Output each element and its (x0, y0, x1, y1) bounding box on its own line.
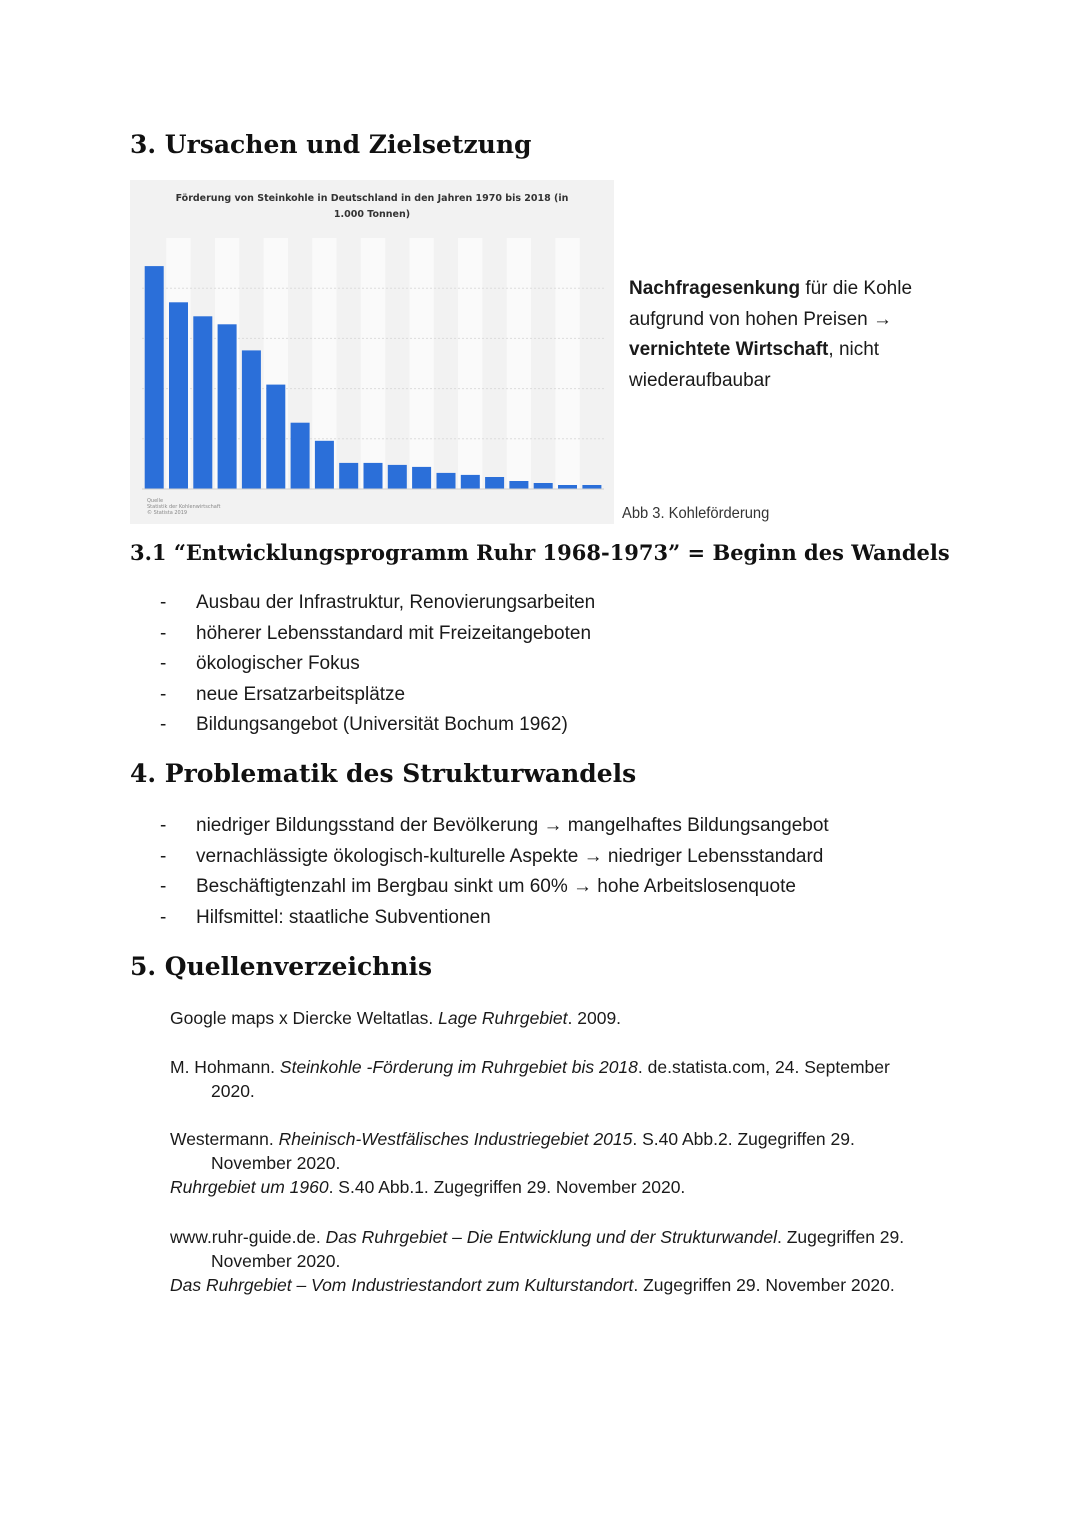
list-item (160, 588, 595, 619)
chart-bar (558, 485, 577, 489)
reference-title: Das Ruhrgebiet – Die Entwicklung und der Strukturwandel (325, 1227, 777, 1247)
reference-text: www.ruhr-guide.de. (170, 1227, 326, 1247)
section-4-heading: 4. Problematik des Strukturwandels (130, 759, 637, 788)
reference-title: Steinkohle -Förderung im Ruhrgebiet bis 2018 (279, 1057, 638, 1077)
list-item (160, 842, 829, 873)
chart-svg (130, 180, 614, 524)
reference-text: Westermann. (170, 1129, 279, 1149)
chart-column-band (361, 238, 385, 489)
chart-source-line: Statistik der Kohlenwirtschaft (147, 504, 221, 510)
side-note-text-2: , nicht wiederaufbaubar (629, 339, 880, 391)
chart-bar (509, 481, 528, 489)
coal-production-chart (130, 180, 614, 524)
chart-column-band (458, 238, 482, 489)
chart-bar (388, 465, 407, 489)
chart-bar (242, 350, 261, 489)
reference-title: Rheinisch-Westfälisches Industriegebiet 2015 (278, 1129, 633, 1149)
chart-bar (339, 463, 358, 489)
chart-bar (169, 302, 188, 489)
chart-bar (315, 441, 334, 489)
list-dash: - (160, 876, 167, 897)
chart-bar (461, 475, 480, 489)
chart-bar (218, 324, 237, 489)
reference-text: M. Hohmann. (170, 1057, 280, 1077)
section-3-1-heading: 3.1 “Entwicklungsprogramm Ruhr 1968-1973” = Beginn des Wandels (130, 540, 950, 565)
list-dash: - (160, 845, 167, 867)
list-dash: - (160, 592, 167, 613)
reference-title: Lage Ruhrgebiet (438, 1008, 568, 1028)
reference-text: . de.statista.com, 24. September (637, 1057, 890, 1077)
reference-text: November 2020. (211, 1251, 341, 1271)
chart-source (147, 498, 221, 516)
chart-source-line: Quelle (147, 498, 164, 504)
list-item-text: Ausbau der Infrastruktur, Renovierungsarbeiten (196, 592, 596, 613)
list-item (160, 710, 595, 741)
list-dash: - (160, 714, 167, 735)
list-item-text: vernachlässigte ökologisch-kulturelle Aspekte → niedriger Lebensstandard (196, 845, 824, 867)
reference-entry (170, 1055, 960, 1103)
chart-bar (485, 477, 504, 489)
list-item (160, 811, 829, 842)
list-section-3-1 (160, 588, 595, 741)
chart-column-band (409, 238, 433, 489)
side-note-bold-2: vernichtete Wirtschaft (629, 339, 829, 360)
reference-text: Google maps x Diercke Weltatlas. (170, 1008, 439, 1028)
list-dash: - (160, 653, 167, 674)
chart-side-note (629, 274, 959, 396)
chart-title: Förderung von Steinkohle in Deutschland in den Jahren 1970 bis 2018 (in 1.000 Tonnen) (175, 193, 569, 220)
reference-title: Ruhrgebiet um 1960 (170, 1177, 329, 1197)
figure-caption: Abb 3. Kohleförderung (622, 505, 770, 522)
chart-source-line: © Statista 2019 (147, 510, 188, 516)
reference-text: . Zugegriffen 29. November 2020. (633, 1275, 895, 1295)
reference-title: Das Ruhrgebiet – Vom Industriestandort zum Kulturstandort (170, 1275, 634, 1295)
reference-text: . Zugegriffen 29. (777, 1227, 905, 1247)
list-item-text: ökologischer Fokus (196, 653, 360, 674)
reference-entry (170, 1225, 960, 1297)
section-5-heading: 5. Quellenverzeichnis (130, 952, 433, 981)
chart-bar (364, 463, 383, 489)
section-3-heading: 3. Ursachen und Zielsetzung (130, 130, 532, 159)
chart-bar (266, 385, 285, 489)
chart-bar (291, 423, 310, 489)
chart-bar (193, 316, 212, 489)
reference-text: . S.40 Abb.1. Zugegriffen 29. November 2020. (328, 1177, 686, 1197)
chart-bar (534, 483, 553, 489)
chart-column-band (507, 238, 531, 489)
reference-text: . 2009. (567, 1008, 622, 1028)
list-item (160, 649, 595, 680)
list-dash: - (160, 815, 167, 836)
list-item (160, 680, 595, 711)
chart-column-band (555, 238, 579, 489)
chart-bar (582, 485, 601, 489)
list-dash: - (160, 906, 167, 928)
reference-text: 2020. (211, 1081, 255, 1101)
chart-bar (145, 266, 164, 489)
list-item-text: Hilfsmittel: staatliche Subventionen (196, 906, 491, 928)
reference-entry (170, 1127, 960, 1199)
list-item (160, 619, 595, 650)
list-dash: - (160, 622, 167, 644)
list-item-text: Bildungsangebot (Universität Bochum 1962) (196, 714, 568, 735)
chart-bar (437, 473, 456, 489)
list-item (160, 903, 829, 934)
side-note-text-1: für die Kohle aufgrund von hohen Preisen → (629, 278, 913, 330)
side-note-bold-1: Nachfragesenkung (629, 278, 801, 299)
reference-text: November 2020. (211, 1153, 341, 1173)
list-item-text: neue Ersatzarbeitsplätze (196, 683, 406, 705)
list-item-text: niedriger Bildungsstand der Bevölkerung → mangelhaftes Bildungsangebot (196, 815, 829, 836)
chart-bar (412, 467, 431, 489)
list-item-text: Beschäftigtenzahl im Bergbau sinkt um 60% → hohe Arbeitslosenquote (196, 876, 796, 897)
reference-entry (170, 1006, 960, 1030)
list-dash: - (160, 683, 167, 705)
list-section-4 (160, 811, 829, 933)
list-item-text: höherer Lebensstandard mit Freizeitangeboten (196, 622, 592, 644)
list-item (160, 872, 829, 903)
reference-text: . S.40 Abb.2. Zugegriffen 29. (632, 1129, 855, 1149)
